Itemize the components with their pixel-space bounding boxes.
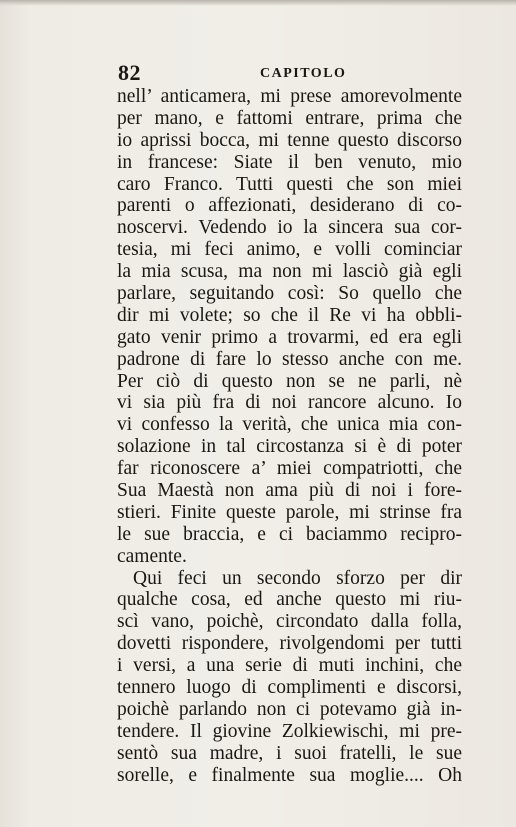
text-line: in francese: Siate il ben venuto, mio <box>117 151 462 173</box>
text-line: solazione in tal circostanza si è di poter <box>117 436 462 458</box>
text-line: vi confesso la verità, che unica mia con- <box>117 414 462 436</box>
text-line: stieri. Finite queste parole, mi strinse fra <box>117 501 462 523</box>
running-head: CAPITOLO <box>260 66 347 81</box>
text-line: sorelle, e finalmente sua moglie.... Oh <box>117 764 462 786</box>
text-line: far riconoscere a’ miei compatriotti, che <box>117 458 462 480</box>
text-line: noscervi. Vedendo io la sincera sua cor- <box>117 217 462 239</box>
text-line: per mano, e fattomi entrare, prima che <box>117 107 462 129</box>
text-line: dir mi volete; so che il Re vi ha obbli- <box>117 304 462 326</box>
text-line: vi sia più fra di noi rancore alcuno. Io <box>117 392 462 414</box>
text-line: i versi, a una serie di muti inchini, che <box>117 655 462 677</box>
text-line: parenti o affezionati, desiderano di co- <box>117 195 462 217</box>
text-line: la mia scusa, ma non mi lasciò già egli <box>117 261 462 283</box>
text-line: scì vano, poichè, circondato dalla folla, <box>117 611 462 633</box>
text-line: padrone di fare lo stesso anche con me. <box>117 348 462 370</box>
text-line: gato venir primo a trovarmi, ed era egli <box>117 326 462 348</box>
text-line: dovetti rispondere, rivolgendomi per tutti <box>117 633 462 655</box>
text-line: tennero luogo di complimenti e discorsi, <box>117 677 462 699</box>
text-line: poichè parlando non ci potevamo già in- <box>117 698 462 720</box>
text-line: qualche cosa, ed anche questo mi riu- <box>117 589 462 611</box>
text-line: nell’ anticamera, mi prese amorevolmente <box>117 86 462 107</box>
page-top-edge <box>0 0 516 6</box>
text-line: parlare, seguitando così: So quello che <box>117 283 462 305</box>
text-line: Per ciò di questo non se ne parli, nè <box>117 370 462 392</box>
paragraph-start-line: Qui feci un secondo sforzo per dir <box>133 567 462 589</box>
page-number: 82 <box>118 60 141 85</box>
body-text <box>117 86 462 787</box>
text-line: sentò sua madre, i suoi fratelli, le sue <box>117 742 462 764</box>
text-line: caro Franco. Tutti questi che son miei <box>117 173 462 195</box>
text-line: tendere. Il giovine Zolkiewischi, mi pre- <box>117 720 462 742</box>
text-line: io aprissi bocca, mi tenne questo discorso <box>117 129 462 151</box>
paragraph-end-line: camente. <box>117 545 187 567</box>
text-line: Sua Maestà non ama più di noi i fore- <box>117 480 462 502</box>
text-line: tesia, mi feci animo, e volli cominciar <box>117 239 462 261</box>
text-line: le sue braccia, e ci baciammo recipro- <box>117 523 462 545</box>
